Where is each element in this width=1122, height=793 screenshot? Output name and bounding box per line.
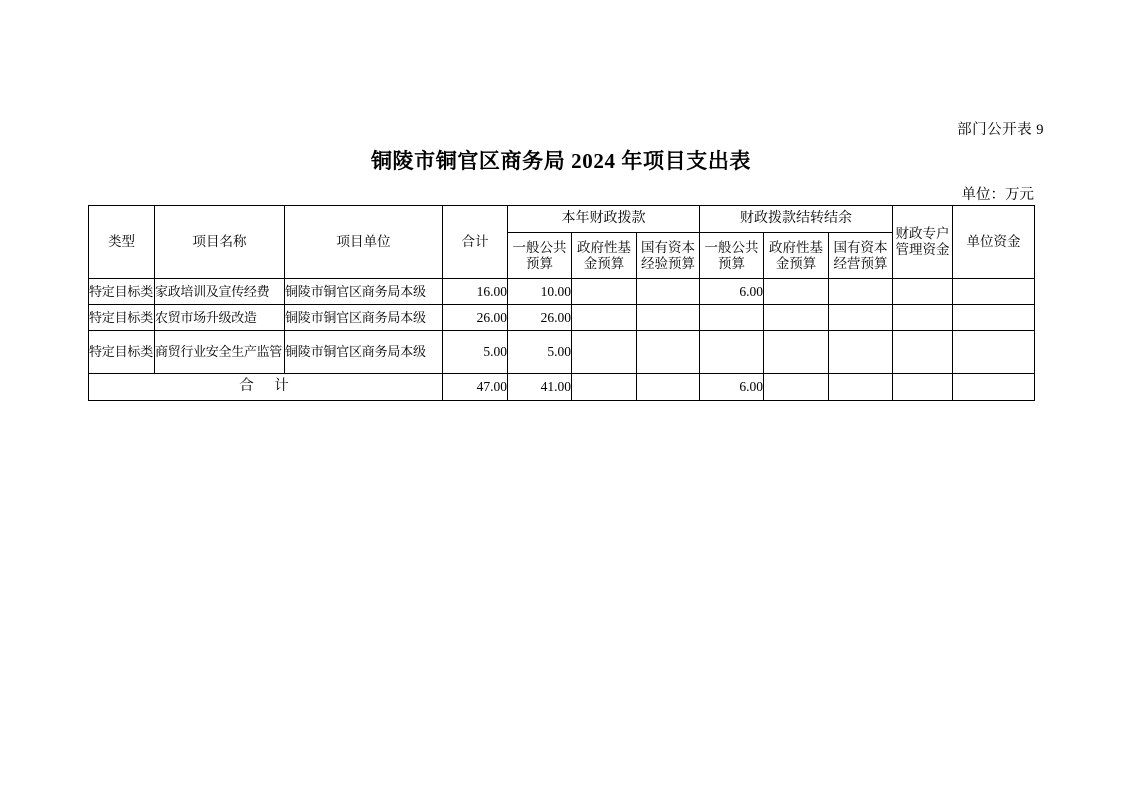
cell-project-name: 家政培训及宣传经费 [155, 279, 285, 305]
cell-co-soe [829, 279, 893, 305]
cell-total: 26.00 [443, 305, 508, 331]
group-header-carryover-balance: 财政拨款结转结余 [700, 206, 893, 233]
cell-co-gov-fund [764, 305, 829, 331]
cell-total: 5.00 [443, 331, 508, 374]
cell-cy-soe [637, 279, 700, 305]
group-header-current-year-appropriation: 本年财政拨款 [508, 206, 700, 233]
cell-category: 特定目标类 [89, 331, 155, 374]
table-header-group-row [89, 206, 1035, 233]
cell-cy-soe [637, 305, 700, 331]
cell-co-gov-fund [764, 331, 829, 374]
cell-project-name: 商贸行业安全生产监管 [155, 331, 285, 374]
cell-total-label: 合 计 [89, 374, 443, 401]
table-row [89, 331, 1035, 374]
cell-co-soe [829, 374, 893, 401]
cell-special-account [893, 305, 953, 331]
column-header-co-gov-fund-budget: 政府性基金预算 [764, 233, 829, 279]
unit-note: 单位：万元 [961, 187, 1034, 203]
cell-co-gov-fund [764, 279, 829, 305]
cell-unit-funds [953, 331, 1035, 374]
cell-cy-gov-fund [572, 279, 637, 305]
cell-special-account [893, 374, 953, 401]
column-header-special-account-funds: 财政专户管理资金 [893, 206, 953, 279]
cell-cy-gov-fund [572, 305, 637, 331]
cell-special-account [893, 279, 953, 305]
cell-co-soe [829, 305, 893, 331]
cell-co-general: 6.00 [700, 279, 764, 305]
cell-cy-general: 5.00 [508, 331, 572, 374]
cell-project-unit: 铜陵市铜官区商务局本级 [285, 331, 443, 374]
cell-cy-gov-fund [572, 374, 637, 401]
cell-unit-funds [953, 279, 1035, 305]
cell-project-unit: 铜陵市铜官区商务局本级 [285, 305, 443, 331]
column-header-co-soe-capital-budget: 国有资本经营预算 [829, 233, 893, 279]
form-label: 部门公开表 9 [957, 122, 1044, 138]
cell-co-general [700, 331, 764, 374]
column-header-unit-funds: 单位资金 [953, 206, 1035, 279]
project-expenditure-table [88, 205, 1035, 401]
cell-co-general: 6.00 [700, 374, 764, 401]
column-header-category: 类型 [89, 206, 155, 279]
table-row [89, 279, 1035, 305]
table-row [89, 305, 1035, 331]
column-header-cy-soe-capital-budget: 国有资本经验预算 [637, 233, 700, 279]
cell-cy-general: 26.00 [508, 305, 572, 331]
cell-unit-funds [953, 374, 1035, 401]
cell-co-gov-fund [764, 374, 829, 401]
cell-cy-soe [637, 331, 700, 374]
table-total-row [89, 374, 1035, 401]
cell-cy-general: 41.00 [508, 374, 572, 401]
page-title: 铜陵市铜官区商务局 2024 年项目支出表 [370, 149, 752, 173]
column-header-co-general-public-budget: 一般公共预算 [700, 233, 764, 279]
cell-co-general [700, 305, 764, 331]
cell-category: 特定目标类 [89, 279, 155, 305]
cell-category: 特定目标类 [89, 305, 155, 331]
cell-special-account [893, 331, 953, 374]
cell-co-soe [829, 331, 893, 374]
column-header-cy-general-public-budget: 一般公共预算 [508, 233, 572, 279]
column-header-cy-gov-fund-budget: 政府性基金预算 [572, 233, 637, 279]
column-header-project-name: 项目名称 [155, 206, 285, 279]
cell-total: 16.00 [443, 279, 508, 305]
cell-cy-gov-fund [572, 331, 637, 374]
cell-cy-general: 10.00 [508, 279, 572, 305]
cell-total: 47.00 [443, 374, 508, 401]
cell-unit-funds [953, 305, 1035, 331]
column-header-project-unit: 项目单位 [285, 206, 443, 279]
cell-cy-soe [637, 374, 700, 401]
column-header-total: 合计 [443, 206, 508, 279]
cell-project-name: 农贸市场升级改造 [155, 305, 285, 331]
cell-project-unit: 铜陵市铜官区商务局本级 [285, 279, 443, 305]
